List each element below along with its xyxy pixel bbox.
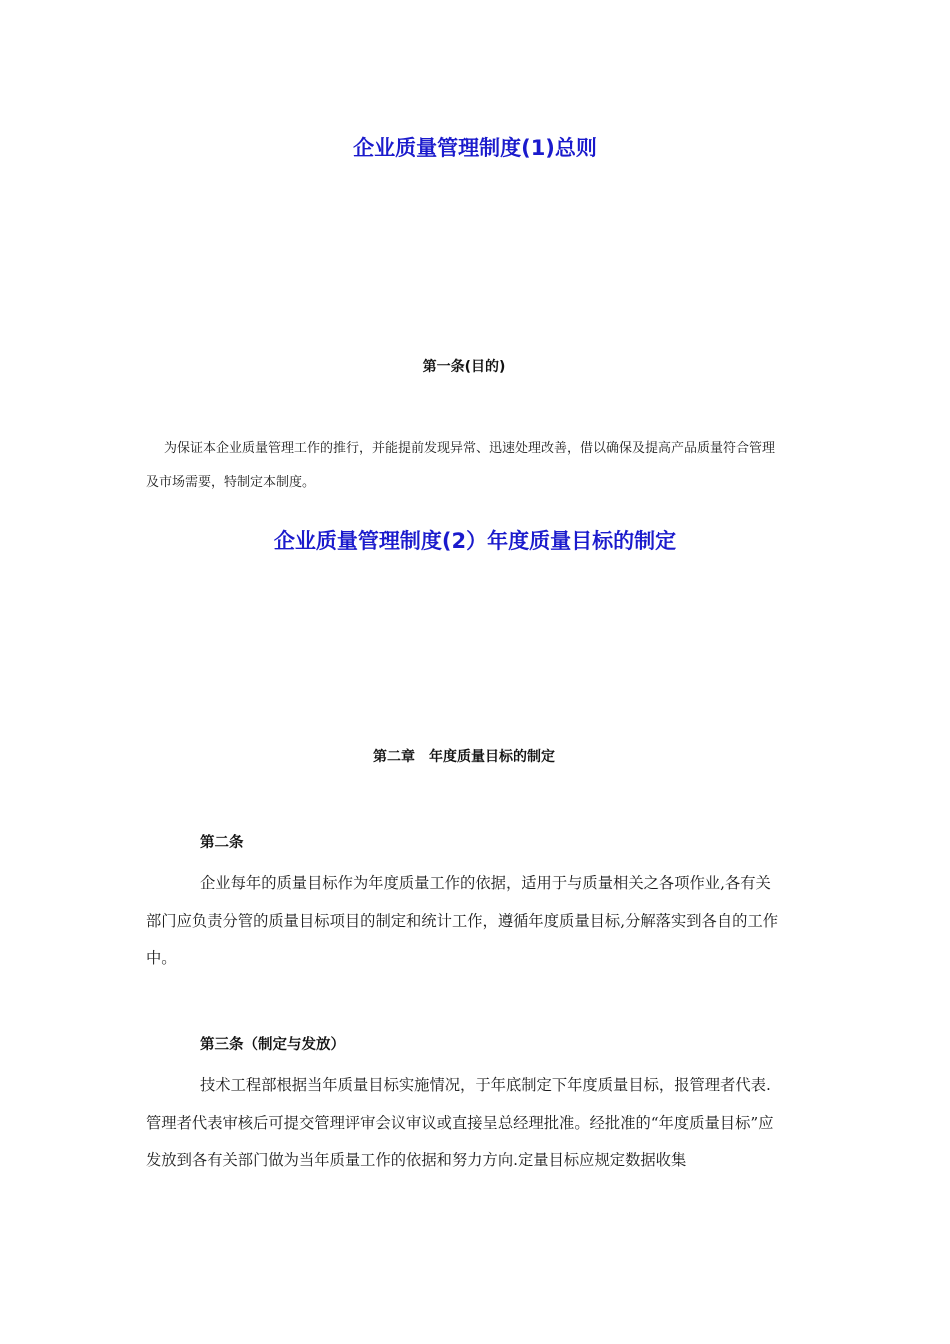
article-3-paragraph: 技术工程部根据当年质量目标实施情况，于年底制定下年度质量目标，报管理者代表.管理者代表审核后可提交管理评审会议审议或直接呈总经理批准。经批准的“年度质量目标”应发放到各有关部门做为当年质量工作的依据和努力方向.定量目标应规定数据收集	[146, 1076, 774, 1169]
section-title-general: 企业质量管理制度(1)总则	[353, 136, 597, 160]
article-2-heading: 第二条	[200, 835, 244, 851]
section-title-annual-targets: 企业质量管理制度(2）年度质量目标的制定	[273, 529, 677, 553]
article-2-paragraph: 企业每年的质量目标作为年度质量工作的依据，适用于与质量相关之各项作业,各有关部门应负责分管的质量目标项目的制定和统计工作，遵循年度质量目标,分解落实到各自的工作中。	[146, 874, 779, 967]
article-1-heading: 第一条(目的)	[422, 359, 506, 375]
article-3-heading: 第三条（制定与发放）	[200, 1037, 345, 1053]
chapter-2-heading: 第二章 年度质量目标的制定	[373, 749, 555, 765]
article-1-paragraph: 为保证本企业质量管理工作的推行，并能提前发现异常、迅速处理改善，借以确保及提高产品质量符合管理及市场需要，特制定本制度。	[146, 441, 776, 490]
